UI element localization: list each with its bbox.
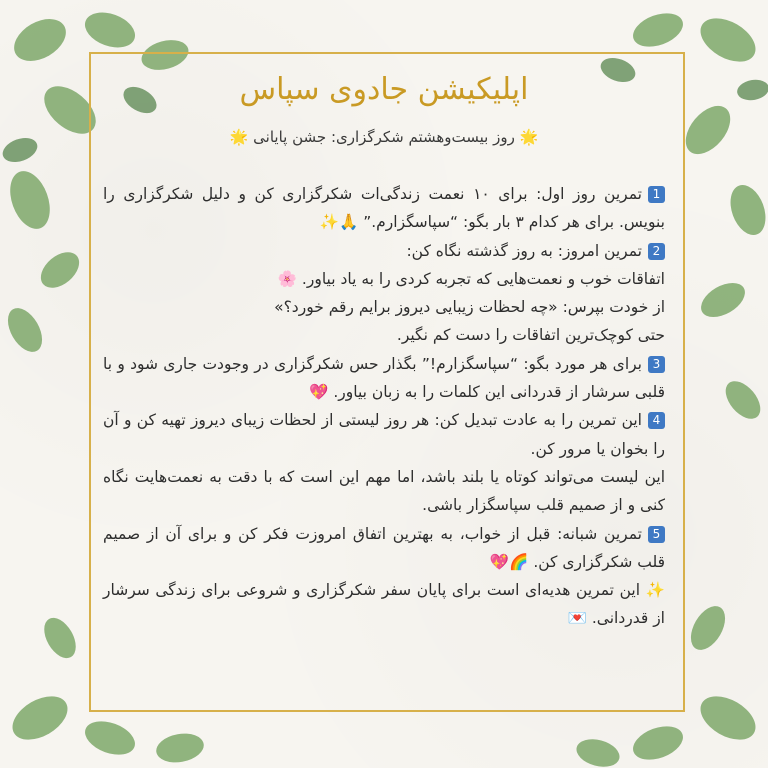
text-line: ✨ این تمرین هدیه‌ای است برای پایان سفر شکرگزاری و شروعی برای زندگی سرشار از قدردانی. 💌 xyxy=(103,581,665,628)
text-line: از خودت بپرس: «چه لحظات زیبایی دیروز برایم رقم خورد؟» xyxy=(274,298,665,317)
subtitle xyxy=(0,128,768,146)
number-2-icon: 2 xyxy=(648,243,665,260)
text-line: حتی کوچک‌ترین اتفاقات را دست کم نگیر. xyxy=(396,326,665,345)
text-line: 1تمرین روز اول: برای ۱۰ نعمت زندگی‌ات شکرگزاری کن و دلیل شکرگزاری را بنویس. برای هر کدام ۳ بار بگو: “سپاسگزارم.” 🙏✨ xyxy=(103,185,665,232)
page-title: اپلیکیشن جادوی سپاس xyxy=(239,72,529,107)
text-line: 5تمرین شبانه: قبل از خواب، به بهترین اتفاق امروزت فکر کن و برای آن از صمیم قلب شکرگزاری کن. 🌈💖 xyxy=(103,524,665,571)
text-line: 4این تمرین را به عادت تبدیل کن: هر روز لیستی از لحظات زیبای دیروز تهیه کن و آن را بخوان یا مرور کن. xyxy=(103,411,665,458)
text-line: 2تمرین امروز: به روز گذشته نگاه کن: xyxy=(103,237,665,265)
text-line: اتفاقات خوب و نعمت‌هایی که تجربه کردی را به یاد بیاور. 🌸 xyxy=(277,269,665,288)
star-icon: 🌟 xyxy=(229,128,249,146)
number-4-icon: 4 xyxy=(648,412,665,429)
subtitle-text: روز بیست‌وهشتم شکرگزاری: جشن پایانی xyxy=(253,128,515,146)
number-1-icon: 1 xyxy=(648,186,665,203)
text-line: این لیست می‌تواند کوتاه یا بلند باشد، اما مهم این است که با دقت به نعمت‌هایت نگاه کنی و از صمیم قلب سپاسگزار باشی. xyxy=(103,467,665,515)
number-5-icon: 5 xyxy=(648,526,665,543)
number-3-icon: 3 xyxy=(648,356,665,373)
star-icon: 🌟 xyxy=(519,128,539,146)
exercise-text xyxy=(103,180,665,633)
text-line: 3برای هر مورد بگو: “سپاسگزارم!” بگذار حس شکرگزاری در وجودت جاری شود و با قلبی سرشار از قدردانی این کلمات را به زبان بیاور. 💖 xyxy=(103,354,665,402)
